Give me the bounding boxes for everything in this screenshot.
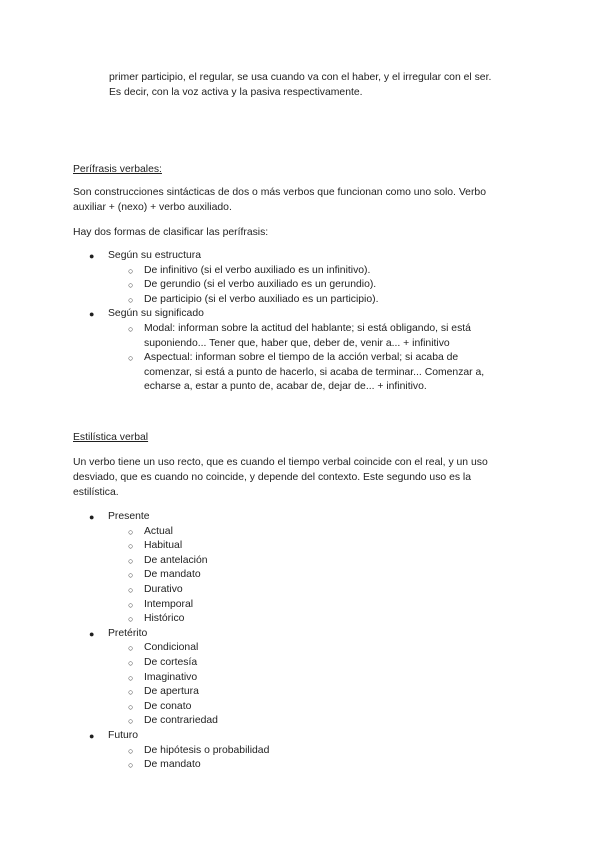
list-item: ● Futuro xyxy=(73,729,533,744)
estilistica-heading-block xyxy=(73,430,533,445)
sub-list-item: ○ De hipótesis o probabilidad xyxy=(73,744,533,759)
circle-bullet-icon: ○ xyxy=(128,657,134,668)
estilistica-paragraph xyxy=(73,455,533,500)
definition-line: auxiliar + (nexo) + verbo auxiliado. xyxy=(73,202,232,213)
list-item: ● Pretérito xyxy=(73,627,533,642)
definition-line: Son construcciones sintácticas de dos o más verbos que funcionan como uno solo. Verbo xyxy=(73,187,486,198)
sub-list-item: ○ De conato xyxy=(73,700,533,715)
sub-list-item: ○ De infinitivo (si el verbo auxiliado es un infinitivo). xyxy=(73,264,543,279)
sub-list-item: ○ De apertura xyxy=(73,685,533,700)
sub-list-item: ○ Habitual xyxy=(73,539,533,554)
paragraph-line: estilística. xyxy=(73,487,119,498)
paragraph-line: Un verbo tiene un uso recto, que es cuando el tiempo verbal coincide con el real, y un uso xyxy=(73,457,488,468)
bullet-icon: ● xyxy=(89,628,95,639)
perifrasis-heading: Perífrasis verbales: xyxy=(73,164,162,175)
circle-bullet-icon: ○ xyxy=(128,541,134,552)
bullet-icon: ● xyxy=(89,251,95,261)
circle-bullet-icon: ○ xyxy=(128,280,134,291)
perifrasis-definition xyxy=(73,185,533,215)
circle-bullet-icon: ○ xyxy=(128,643,134,654)
list-item: ● Según su estructura xyxy=(73,249,543,264)
sub-list-item: ○ De mandato xyxy=(73,568,533,583)
bullet-icon: ● xyxy=(89,730,95,741)
circle-bullet-icon: ○ xyxy=(128,716,134,727)
sub-list-item: ○ Imaginativo xyxy=(73,671,533,686)
circle-bullet-icon: ○ xyxy=(128,323,134,334)
intro-line: primer participio, el regular, se usa cuando va con el haber, y el irregular con el ser. xyxy=(109,72,492,83)
sub-list-item: ○ Aspectual: informan sobre el tiempo de la acción verbal; si acaba de comenzar, si está a punto de hacerlo, si acaba de terminar... Comenzar a, echarse a, estar a punto de, acabar de, dejar de... + infinitivo. xyxy=(128,352,485,393)
sub-list-item: ○ Intemporal xyxy=(73,598,533,613)
circle-bullet-icon: ○ xyxy=(128,599,134,610)
sub-list-item: ○ Actual xyxy=(73,525,533,540)
sub-list-item: ○ Durativo xyxy=(73,583,533,598)
circle-bullet-icon: ○ xyxy=(128,353,134,364)
list-item: ● Presente xyxy=(73,510,533,525)
sub-list-item: ○ De participio (si el verbo auxiliado es un participio). xyxy=(73,293,543,308)
bullet-icon: ● xyxy=(89,512,95,522)
sub-list-item: ○ De gerundio (si el verbo auxiliado es un gerundio). xyxy=(73,278,543,293)
perifrasis-intro-block xyxy=(73,225,533,240)
estilistica-list xyxy=(73,510,533,773)
bullet-icon: ● xyxy=(89,309,95,320)
sub-list-item: ○ De contrariedad xyxy=(73,714,533,729)
sub-list-item: ○ De mandato xyxy=(73,758,533,773)
list-item: ● Según su significado xyxy=(73,307,543,322)
paragraph-line: desviado, que es cuando no coincide, y depende del contexto. Este segundo uso es la xyxy=(73,472,472,483)
circle-bullet-icon: ○ xyxy=(128,555,134,566)
circle-bullet-icon: ○ xyxy=(128,672,134,683)
circle-bullet-icon: ○ xyxy=(128,526,134,537)
estilistica-heading: Estilística verbal xyxy=(73,432,149,443)
sub-list-item: ○ De cortesía xyxy=(73,656,533,671)
perifrasis-heading-block xyxy=(73,162,533,177)
sub-list-item: ○ Histórico xyxy=(73,612,533,627)
circle-bullet-icon: ○ xyxy=(128,614,134,625)
intro-line: Es decir, con la voz activa y la pasiva respectivamente. xyxy=(109,87,363,98)
sub-list-item: ○ De antelación xyxy=(73,554,533,569)
circle-bullet-icon: ○ xyxy=(128,570,134,581)
circle-bullet-icon: ○ xyxy=(128,701,134,712)
sub-list-item: ○ Modal: informan sobre la actitud del hablante; si está obligando, si está suponiendo... Tener que, haber que, deber de, venir a... + infinitivo xyxy=(128,322,471,349)
circle-bullet-icon: ○ xyxy=(128,687,134,698)
perifrasis-list xyxy=(73,249,543,395)
perifrasis-intro: Hay dos formas de clasificar las perífrasis: xyxy=(73,227,269,238)
circle-bullet-icon: ○ xyxy=(128,265,134,276)
circle-bullet-icon: ○ xyxy=(128,745,134,756)
intro-text xyxy=(109,70,539,100)
circle-bullet-icon: ○ xyxy=(128,760,134,771)
sub-list-item: ○ Condicional xyxy=(73,641,533,656)
circle-bullet-icon: ○ xyxy=(128,294,134,305)
circle-bullet-icon: ○ xyxy=(128,584,134,595)
